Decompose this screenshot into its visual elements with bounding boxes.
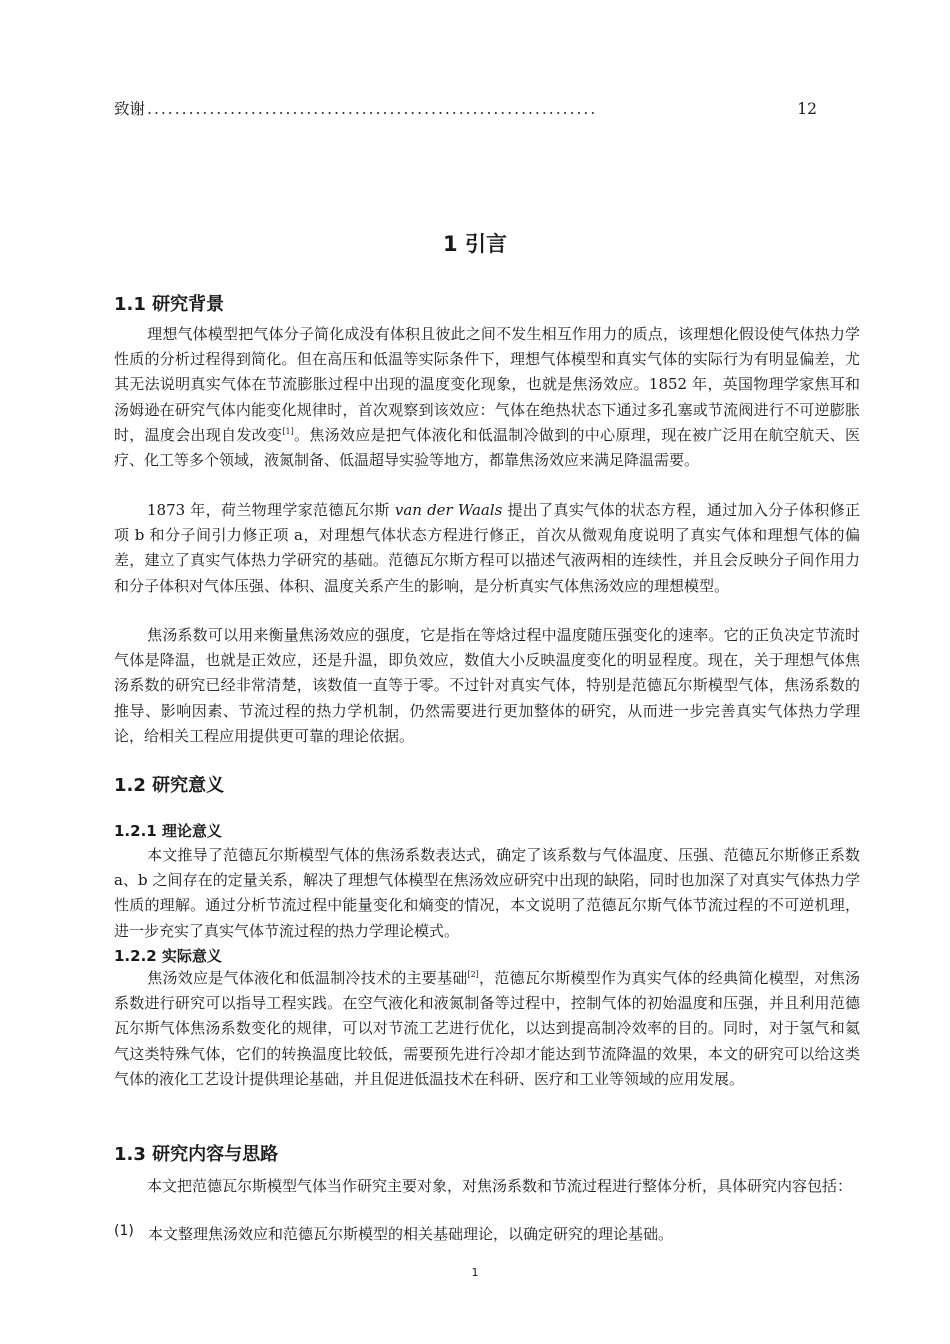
paragraph-background-3 — [114, 623, 860, 749]
subsection-heading-1-2-1: 1.2.1 理论意义 — [114, 822, 222, 840]
paragraph-text: ，范德瓦尔斯模型作为真实气体的经典简化模型，对焦汤系数进行研究可以指导工程实践。在空气液化和液氮制备等过程中，控制气体的初始温度和压强，并且利用范德瓦尔斯气体焦汤系数变化的规律，可以对节流工艺进行优化，以达到提高制冷效率的目的。同时，对于氢气和氦气这类特殊气体，它们的转换温度比较低，需要预先进行冷却才能达到节流降温的效果，本文的研究可以给这类气体的液化工艺设计提供理论基础，并且促进低温技术在科研、医疗和工业等领域的应用发展。 — [114, 969, 860, 1088]
paragraph-background-1 — [114, 322, 860, 473]
list-item-text: 本文整理焦汤效应和范德瓦尔斯模型的相关基础理论，以确定研究的理论基础。 — [148, 1225, 674, 1243]
chapter-title: 1 引言 — [443, 232, 507, 256]
paragraph-text: 。焦汤效应是把气体液化和低温制冷做到的中心原理，现在被广泛用在航空航天、医疗、化工等多个领域，液氮制备、低温超导实验等地方，都靠焦汤效应来满足降温需要。 — [114, 425, 860, 470]
paragraph-text: 理想气体模型把气体分子简化成没有体积且彼此之间不发生相互作用力的质点，该理想化假设使气体热力学性质的分析过程得到简化。但在高压和低温等实际条件下，理想气体模型和真实气体的实际行为有明显偏差，尤其无法说明真实气体在节流膨胀过程中出现的温度变化现象，也就是焦汤效应。1852 年，英国物理学家焦耳和汤姆逊在研究气体内能变化规律时，首次观察到该效应：气体在绝热状态下通过多孔塞或节流阀进行不可逆膨胀时，温度会出现自发改变 — [114, 325, 860, 444]
citation-ref-2[interactable]: [2] — [467, 970, 479, 979]
paragraph-text: 本文推导了范德瓦尔斯模型气体的焦汤系数表达式，确定了该系数与气体温度、压强、范德瓦尔斯修正系数 a、b 之间存在的定量关系，解决了理想气体模型在焦汤效应研究中出现的缺陷，同时也加深了对真实气体热力学性质的理解。通过分析节流过程中能量变化和熵变的情况，本文说明了范德瓦尔斯气体节流过程的不可逆机理，进一步充实了真实气体节流过程的热力学理论模式。 — [114, 846, 860, 940]
toc-entry-acknowledgements[interactable] — [114, 97, 817, 121]
paragraph-text: 1873 年，荷兰物理学家范德瓦尔斯 — [147, 501, 395, 519]
paragraph-text: 提出了真实气体的状态方程，通过加入分子体积修正项 b 和分子间引力修正项 a，对理想气体状态方程进行修正，首次从微观角度说明了真实气体和理想气体的偏差，建立了真实气体热力学研究的基础。范德瓦尔斯方程可以描述气液两相的连续性，并且会反映分子间作用力和分子体积对气体压强、体积、温度关系产生的影响，是分析真实气体焦汤效应的理想模型。 — [114, 501, 860, 595]
toc-page-number: 12 — [797, 100, 817, 118]
paragraph-background-2 — [114, 498, 860, 599]
section-heading-1-3: 1.3 研究内容与思路 — [114, 1144, 279, 1165]
toc-entry-label: 致谢 — [114, 100, 146, 118]
list-item — [114, 1223, 673, 1244]
paragraph-text: 本文把范德瓦尔斯模型气体当作研究主要对象，对焦汤系数和节流过程进行整体分析，具体研究内容包括： — [147, 1177, 853, 1195]
paragraph-text: 焦汤系数可以用来衡量焦汤效应的强度，它是指在等焓过程中温度随压强变化的速率。它的正负决定节流时气体是降温，也就是正效应，还是升温，即负效应，数值大小反映温度变化的明显程度。现在，关于理想气体焦汤系数的研究已经非常清楚，该数值一直等于零。不过针对真实气体，特别是范德瓦尔斯模型气体，焦汤系数的推导、影响因素、节流过程的热力学机制，仍然需要进行更加整体的研究，从而进一步完善真实气体热力学理论，给相关工程应用提供更可靠的理论依据。 — [114, 626, 860, 745]
paragraph-research-content — [114, 1174, 860, 1199]
section-heading-1-2: 1.2 研究意义 — [114, 775, 225, 796]
section-heading-1-1: 1.1 研究背景 — [114, 294, 225, 315]
list-item-number: (1) — [114, 1223, 134, 1239]
paragraph-text: 焦汤效应是气体液化和低温制冷技术的主要基础 — [147, 969, 468, 987]
paragraph-theoretical-significance — [114, 843, 860, 944]
scientist-name: van der Waals — [394, 501, 503, 519]
paragraph-practical-significance — [114, 966, 860, 1092]
subsection-heading-1-2-2: 1.2.2 实际意义 — [114, 947, 222, 965]
page-number: 1 — [471, 1266, 479, 1279]
citation-ref-1[interactable]: [1] — [282, 426, 294, 436]
toc-leader-dots: ................................................................. — [147, 100, 598, 118]
